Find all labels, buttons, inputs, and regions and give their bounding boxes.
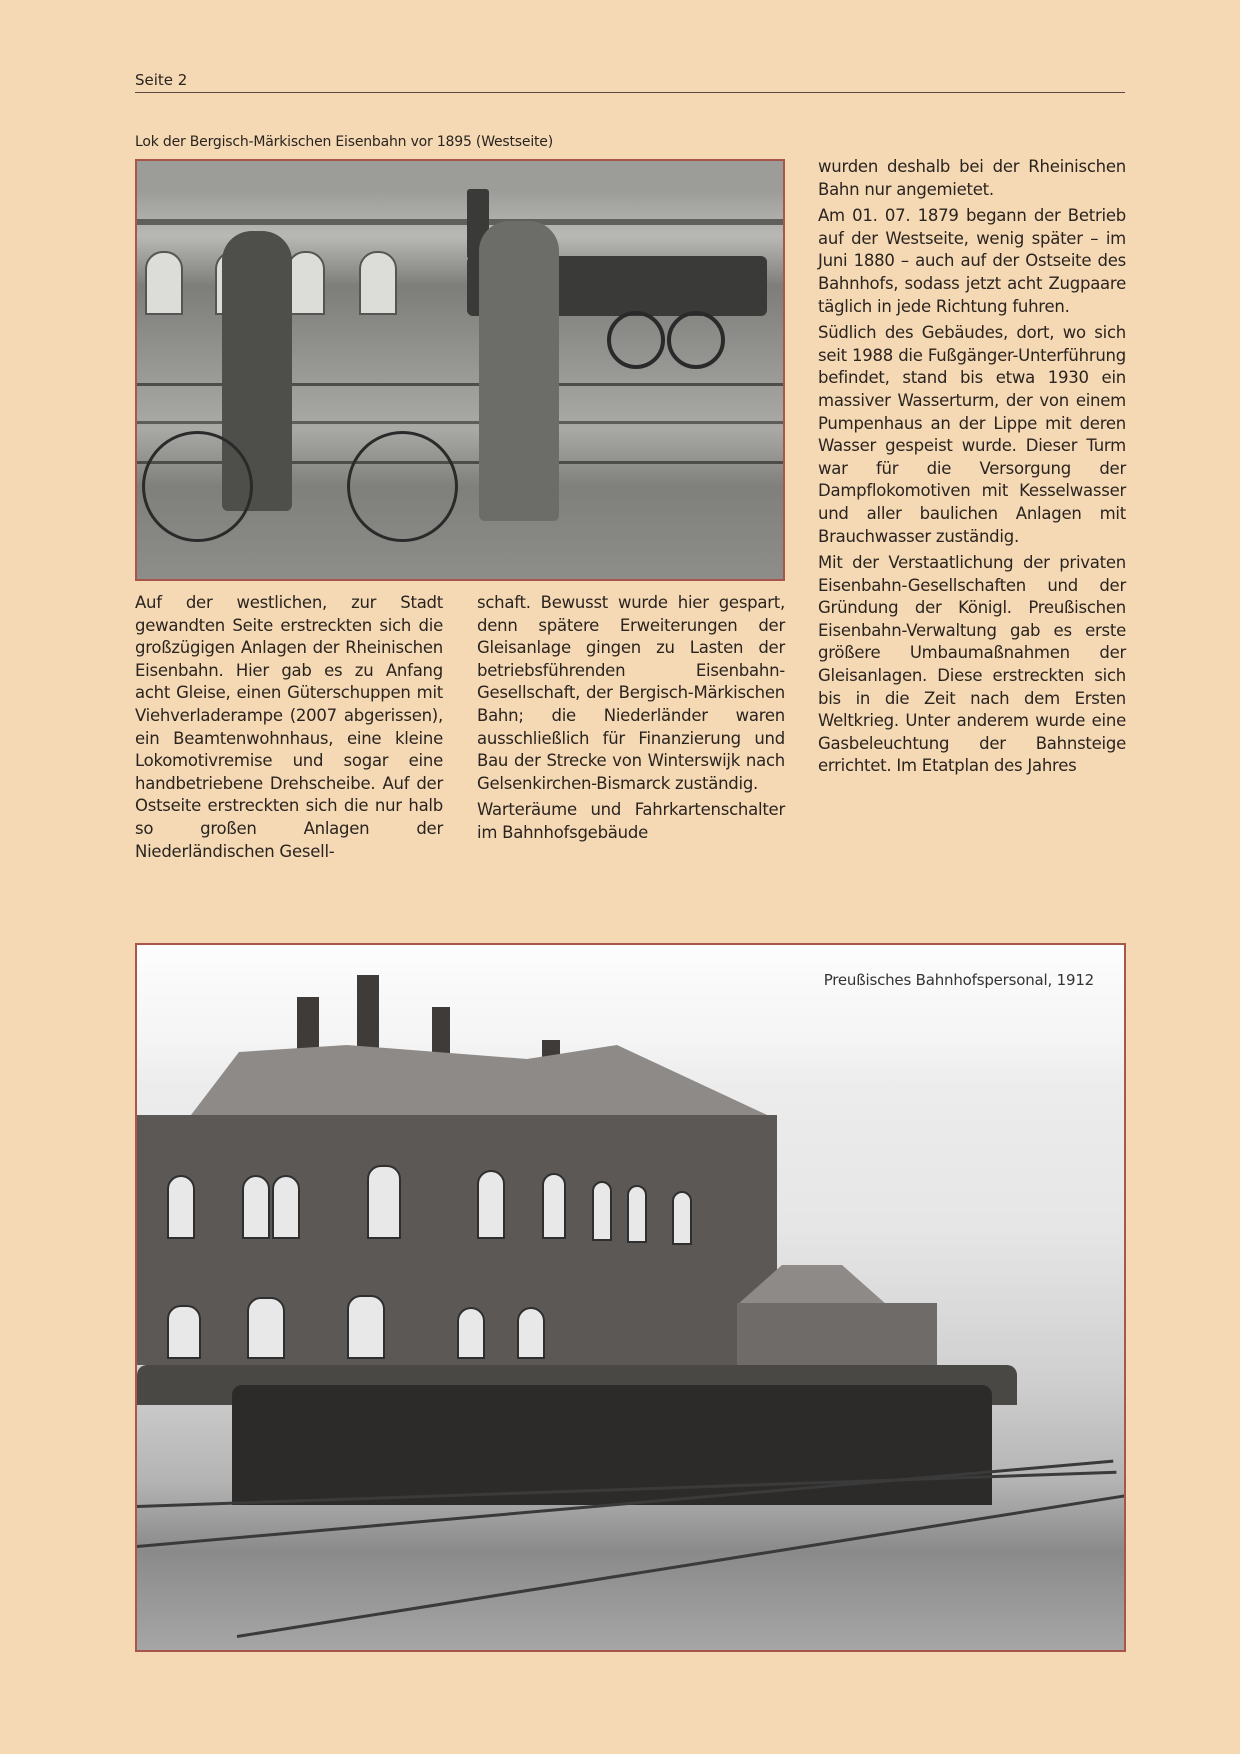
article-paragraph: Mit der Verstaatlichung der privaten Eisenbahn-Gesellschaften und der Gründung der Königl. Preußischen Eisenbahn-Verwaltung gab es erste größere Umbaumaßnahmen der Gleisanlagen. Diese erstreckten sich bis in die Zeit nach dem Ersten Weltkrieg. Unter anderem wurde eine Gasbeleuchtung der Bahnsteige errichtet. Im Etatplan des Jahres [818, 553, 1126, 776]
article-paragraph: Warteräume und Fahrkartenschalter im Bahnhofsgebäude [477, 800, 785, 842]
article-paragraph: Auf der westlichen, zur Stadt gewandten Seite erstreckten sich die großzügigen Anlagen der Rheinischen Eisenbahn. Hier gab es zu Anfang acht Gleise, einen Güterschuppen mit Viehverladerampe (2007 abgerissen), ein Beamtenwohnhaus, eine kleine Lokomotivremise und sogar eine handbetriebene Drehscheibe. Auf der Ostseite erstreckten sich die nur halb so großen Anlagen der Niederländischen Gesell- [135, 593, 443, 861]
top-photo [135, 159, 785, 581]
article-column-1 [135, 592, 443, 863]
page-number: Seite 2 [135, 71, 188, 89]
article-paragraph: wurden deshalb bei der Rheinischen Bahn nur angemietet. [818, 157, 1126, 199]
article-column-2 [477, 592, 785, 845]
page-header [135, 70, 1125, 93]
article-paragraph: Südlich des Gebäudes, dort, wo sich seit 1988 die Fußgänger-Unterführung befindet, stand bis etwa 1930 ein massiver Wasserturm, der von einem Pumpenhaus an der Lippe mit deren Wasser gespeist wurde. Dieser Turm war für die Versorgung der Dampflokomotiven mit Kesselwasser und aller baulichen Anlagen mit Brauchwasser zuständig. [818, 323, 1126, 546]
article-column-3 [818, 156, 1126, 778]
top-photo-caption: Lok der Bergisch-Märkischen Eisenbahn vor 1895 (Westseite) [135, 134, 553, 150]
article-paragraph: schaft. Bewusst wurde hier gespart, denn spätere Erweiterungen der Gleisanlage gingen zu Lasten der betriebsführenden Eisenbahn-Gesellschaft, der Bergisch-Märkischen Bahn; die Niederländer waren ausschließlich für Finanzierung und Bau der Strecke von Winterswijk nach Gelsenkirchen-Bismarck zuständig. [477, 593, 785, 793]
article-paragraph: Am 01. 07. 1879 begann der Betrieb auf der Westseite, wenig später – im Juni 1880 – auch auf der Ostseite des Bahnhofs, sodass jetzt acht Zugpaare täglich in jede Richtung fuhren. [818, 206, 1126, 316]
bottom-photo [135, 943, 1126, 1652]
bottom-photo-caption: Preußisches Bahnhofspersonal, 1912 [823, 971, 1094, 989]
